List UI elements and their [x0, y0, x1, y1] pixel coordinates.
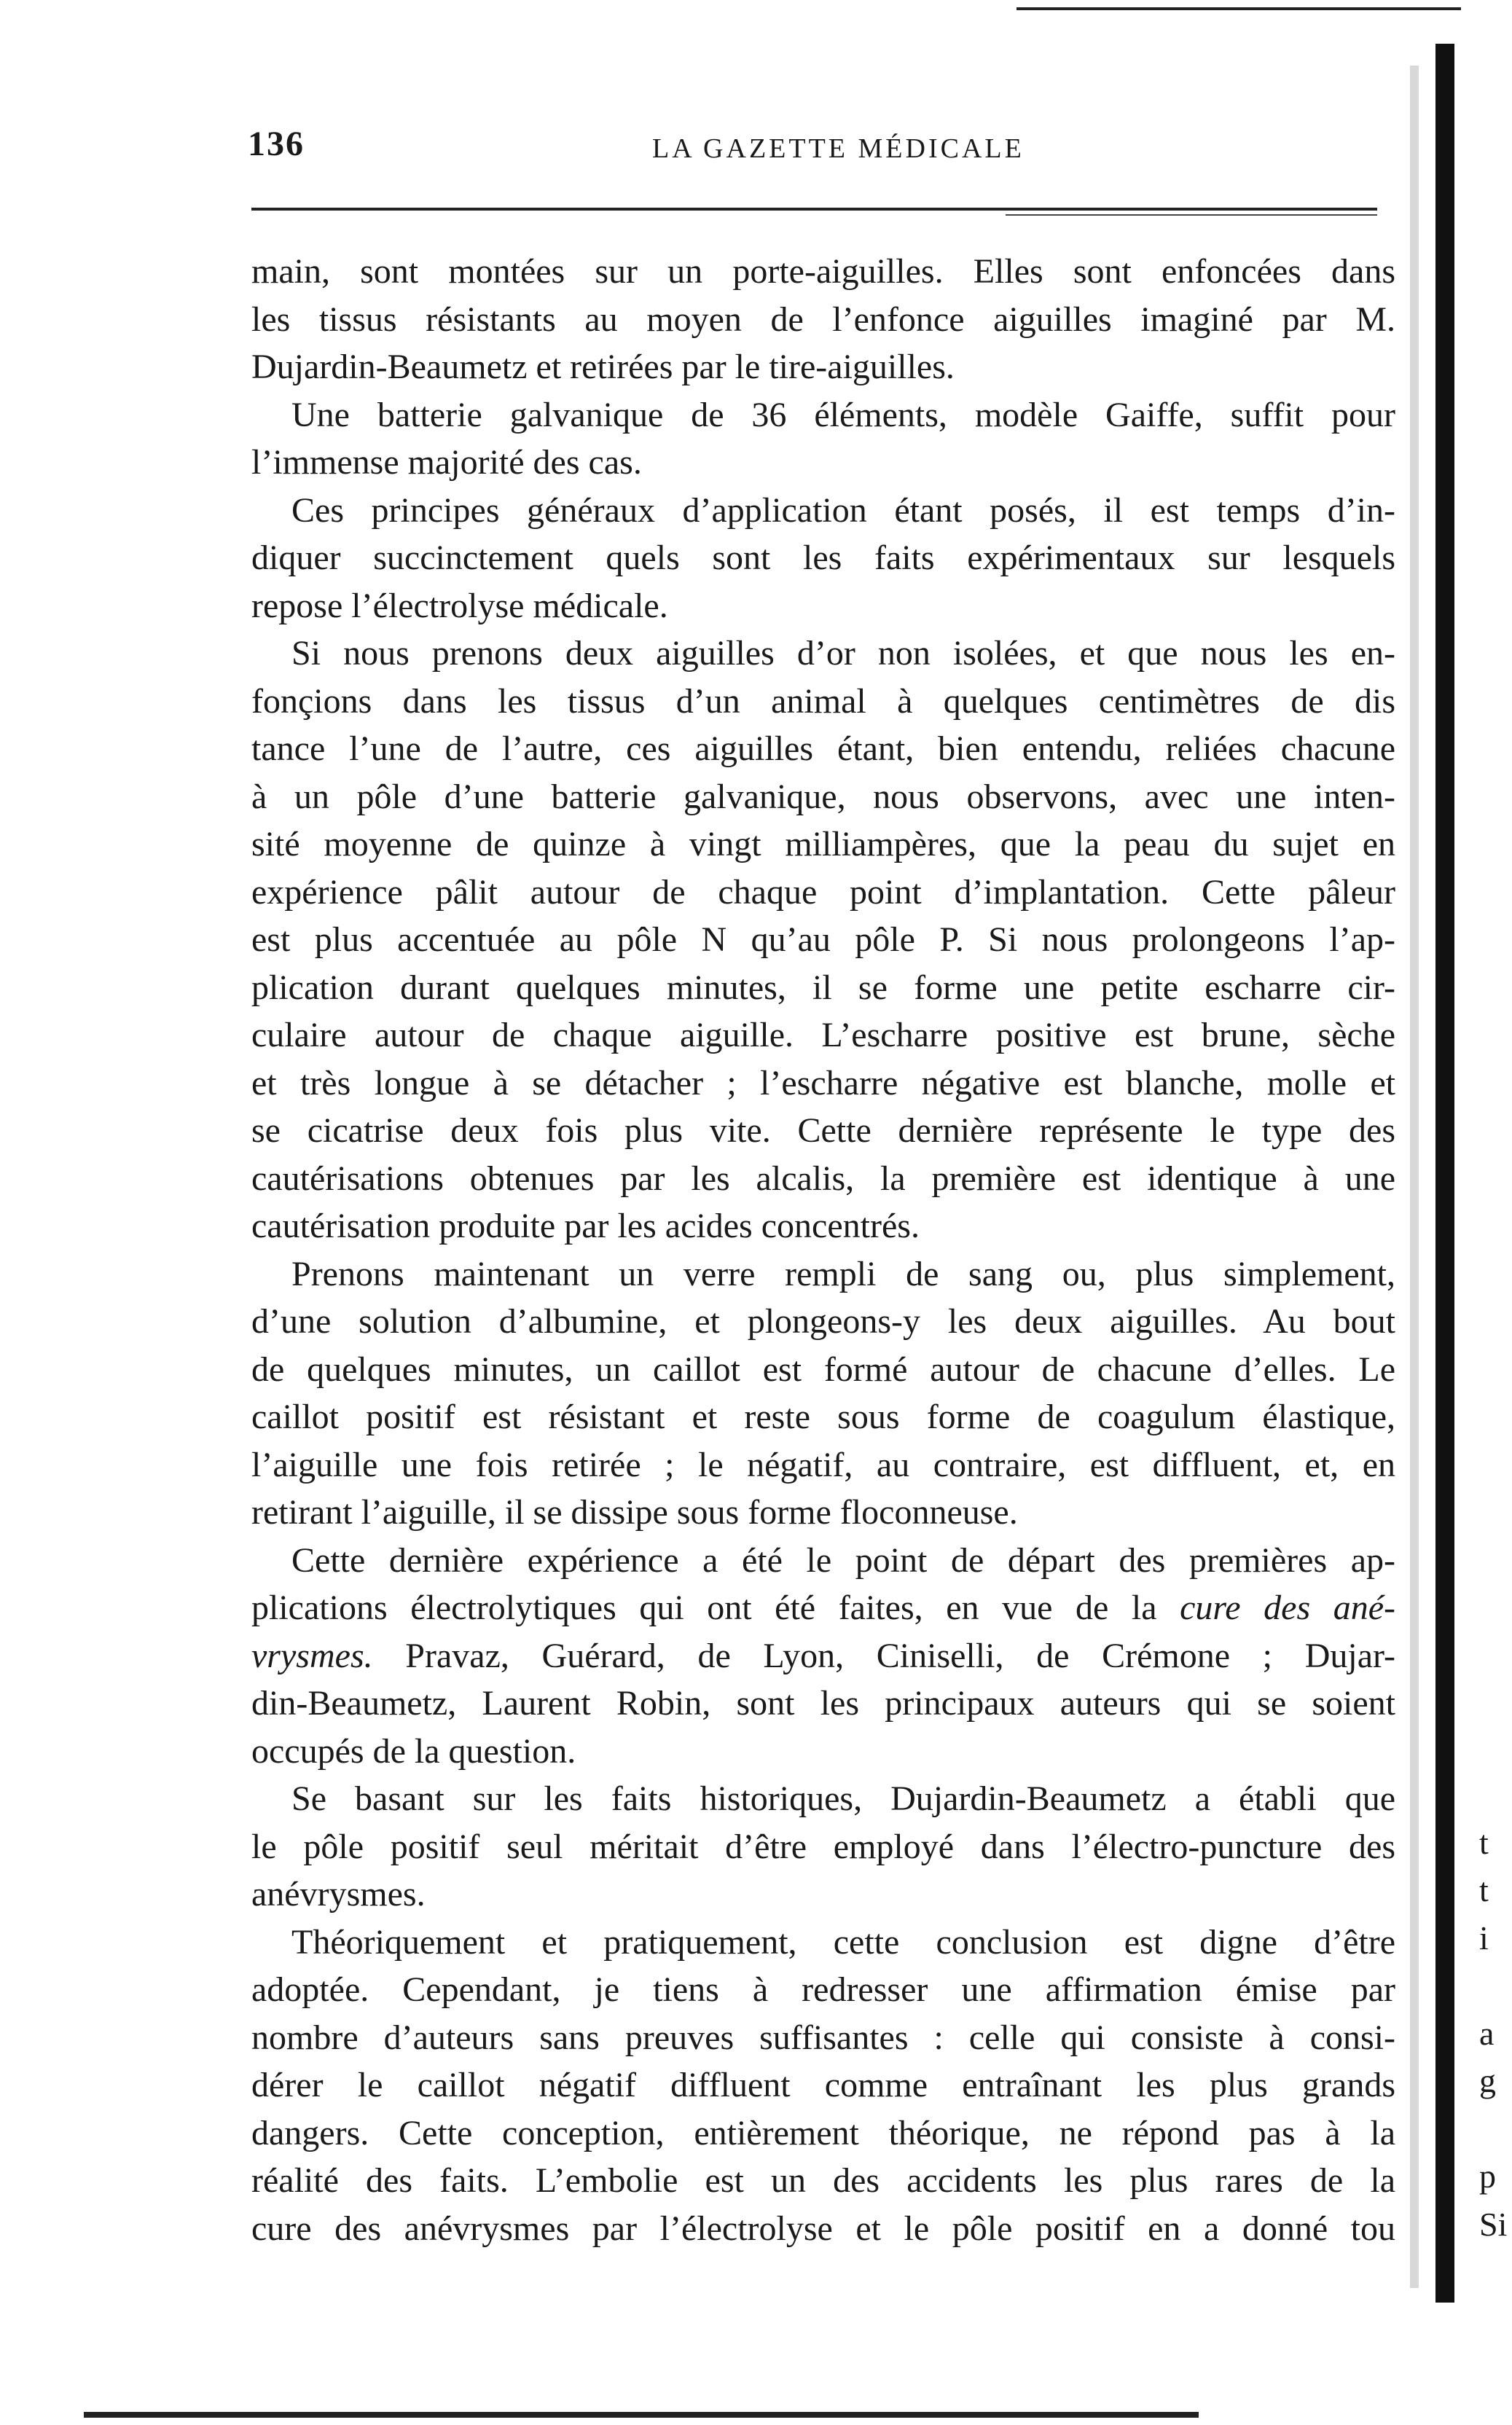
text-line: sité moyenne de quinze à vingt milliampères, que la peau du sujet en — [251, 825, 1395, 863]
text-line: Théoriquement et pratiquement, cette conclusion est digne d’être — [291, 1922, 1395, 1962]
text-line: plication durant quelques minutes, il se forme une petite escharre cir- — [251, 968, 1395, 1007]
book-spine-edge — [1435, 44, 1454, 2303]
text-line: et très longue à se détacher ; l’escharre négative est blanche, molle et — [251, 1063, 1395, 1102]
text-line: l’aiguille une fois retirée ; le négatif, au contraire, est diffluent, et, en — [251, 1445, 1395, 1484]
margin-fragment: p — [1479, 2158, 1496, 2195]
running-head: LA GAZETTE MÉDICALE — [652, 133, 1025, 164]
margin-fragment: Si — [1479, 2205, 1508, 2243]
header-rule-tail — [1006, 214, 1377, 216]
text-line: fonçions dans les tissus d’un animal à quelques centimètres de dis — [251, 681, 1395, 721]
text-line: main, sont montées sur un porte-aiguilles. Elles sont enfoncées dans — [251, 252, 1395, 291]
margin-fragment: t — [1479, 1823, 1489, 1861]
text-line: vrysmes. Pravaz, Guérard, de Lyon, Ciniselli, de Crémone ; Dujar- — [251, 1636, 1395, 1675]
text-line: Si nous prenons deux aiguilles d’or non isolées, et que nous les en- — [291, 634, 1395, 673]
page-bottom-edge — [84, 2412, 1199, 2418]
text-line: d’une solution d’albumine, et plongeons-y les deux aiguilles. Au bout — [251, 1302, 1395, 1341]
margin-fragment: i — [1479, 1919, 1489, 1956]
text-line: de quelques minutes, un caillot est formé autour de chacune d’elles. Le — [251, 1349, 1395, 1389]
text-line: est plus accentuée au pôle N qu’au pôle P. Si nous prolongeons l’ap- — [251, 920, 1395, 959]
text-line: Dujardin-Beaumetz et retirées par le tire-aiguilles. — [251, 348, 955, 386]
text-line: plications électrolytiques qui ont été faites, en vue de la cure des ané- — [251, 1588, 1396, 1627]
text-line: culaire autour de chaque aiguille. L’escharre positive est brune, sèche — [251, 1016, 1395, 1054]
text-line: Prenons maintenant un verre rempli de sang ou, plus simplement, — [291, 1254, 1395, 1293]
text-line: diquer succinctement quels sont les faits expérimentaux sur lesquels — [251, 538, 1395, 577]
text-line: Ces principes généraux d’application étant posés, il est temps d’in- — [291, 490, 1395, 530]
text-line: anévrysmes. — [251, 1875, 426, 1913]
text-line: tance l’une de l’autre, ces aiguilles étant, bien entendu, reliées chacune — [251, 729, 1395, 768]
text-line: din-Beaumetz, Laurent Robin, sont les principaux auteurs qui se soient — [251, 1684, 1395, 1723]
text-line: occupés de la question. — [251, 1731, 576, 1771]
page-number: 136 — [248, 125, 305, 163]
page-gutter-shadow — [1410, 66, 1419, 2288]
text-line: le pôle positif seul méritait d’être employé dans l’électro-puncture des — [251, 1827, 1395, 1866]
text-line: caillot positif est résistant et reste sous forme de coagulum élastique, — [251, 1398, 1395, 1436]
margin-fragment: g — [1479, 2062, 1496, 2099]
text-line: réalité des faits. L’embolie est un des accidents les plus rares de la — [251, 2161, 1395, 2200]
text-line: retirant l’aiguille, il se dissipe sous forme floconneuse. — [251, 1493, 1018, 1532]
text-line: Se basant sur les faits historiques, Dujardin-Beaumetz a établi que — [291, 1779, 1395, 1818]
text-line: à un pôle d’une batterie galvanique, nous observons, avec une inten- — [251, 777, 1395, 816]
text-line: adoptée. Cependant, je tiens à redresser une affirmation émise par — [251, 1970, 1395, 2009]
text-line: cautérisations obtenues par les alcalis, la première est identique à une — [251, 1159, 1395, 1198]
text-line: l’immense majorité des cas. — [251, 443, 642, 482]
margin-fragment: t — [1479, 1871, 1489, 1908]
text-line: se cicatrise deux fois plus vite. Cette dernière représente le type des — [251, 1111, 1395, 1150]
text-line: nombre d’auteurs sans preuves suffisantes : celle qui consiste à consi- — [251, 2018, 1395, 2057]
text-line: Cette dernière expérience a été le point de départ des premières ap- — [291, 1540, 1395, 1580]
text-line: cure des anévrysmes par l’électrolyse et le pôle positif en a donné tou — [251, 2209, 1395, 2248]
header-rule — [251, 208, 1377, 211]
margin-fragment: a — [1479, 2014, 1495, 2052]
text-line: dangers. Cette conception, entièrement théorique, ne répond pas à la — [251, 2113, 1395, 2152]
text-line: expérience pâlit autour de chaque point d’implantation. Cette pâleur — [251, 872, 1395, 912]
text-line: dérer le caillot négatif diffluent comme entraînant les plus grands — [251, 2066, 1395, 2104]
text-line: les tissus résistants au moyen de l’enfonce aiguilles imaginé par M. — [251, 299, 1395, 339]
body-text — [251, 248, 1395, 2252]
page-top-edge — [1017, 7, 1461, 10]
text-line: cautérisation produite par les acides concentrés. — [251, 1207, 920, 1245]
text-line: repose l’électrolyse médicale. — [251, 586, 668, 625]
text-line: Une batterie galvanique de 36 éléments, modèle Gaiffe, suffit pour — [291, 395, 1395, 434]
